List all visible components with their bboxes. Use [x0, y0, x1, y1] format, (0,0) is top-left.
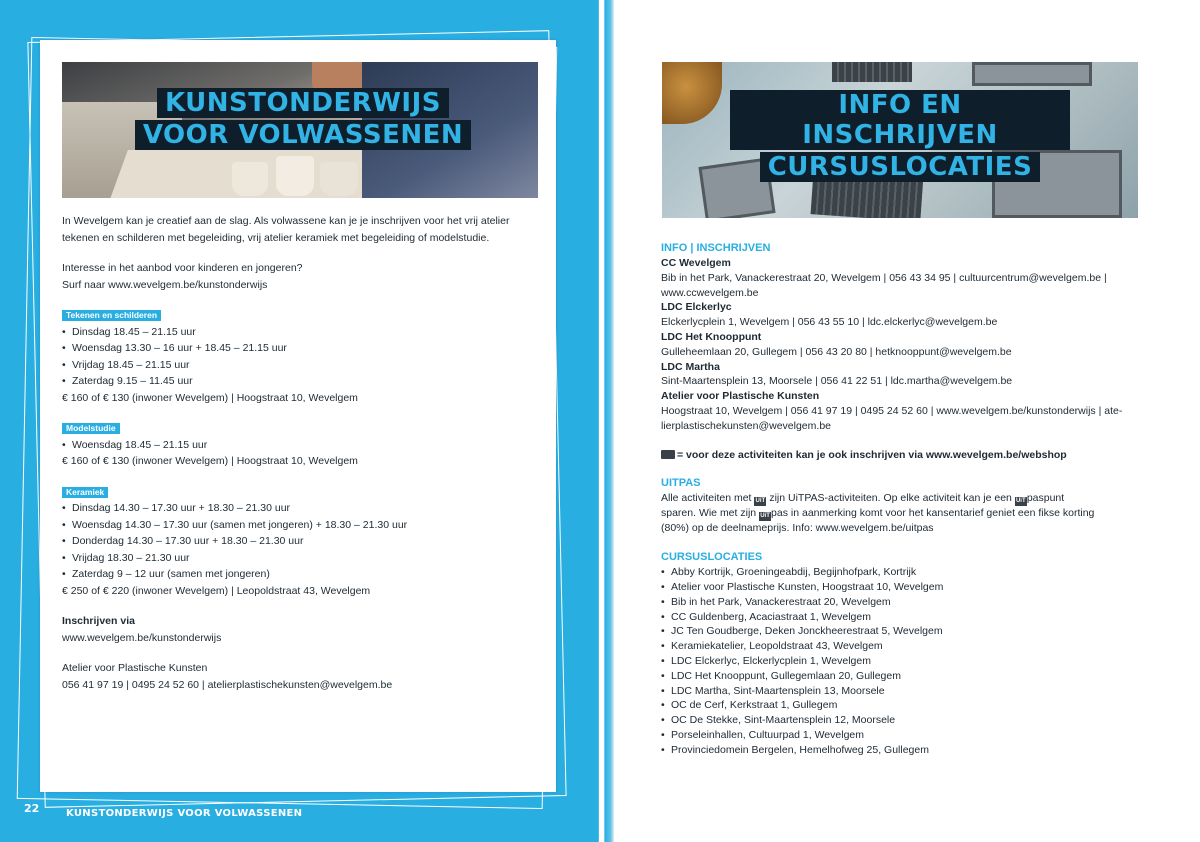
location-item: • JC Ten Goudberge, Deken Jonckheerestraat 5, Wevelgem — [661, 624, 1139, 639]
contact-line: Bib in het Park, Vanackerestraat 20, Wevelgem | 056 43 34 95 | cultuurcentrum@wevelgem.be | — [661, 271, 1107, 284]
webshop-note — [661, 448, 1139, 463]
contact-name: Atelier voor Plastische Kunsten — [661, 390, 820, 403]
location-item: • CC Guldenberg, Acaciastraat 1, Wevelgem — [661, 610, 1139, 625]
uitpas-text: paspunt — [1026, 492, 1065, 505]
contact-line: lierplastischekunsten@wevelgem.be — [661, 419, 831, 432]
uitpas-text: pas in aanmerking komt voor het kansentarief geniet een fikse korting — [771, 507, 1095, 520]
contact-line: Elckerlycplein 1, Wevelgem | 056 43 55 10 | ldc.elckerlyc@wevelgem.be — [661, 316, 998, 329]
list-item: • Dinsdag 18.45 – 21.15 uur — [62, 324, 542, 341]
section-tag: Modelstudie — [62, 423, 120, 434]
location-item: • OC De Stekke, Sint-Maartensplein 12, Moorsele — [661, 713, 1139, 728]
webshop-cart-icon — [661, 450, 675, 459]
location-item: • Abby Kortrijk, Groeningeabdij, Begijnhofpark, Kortrijk — [661, 565, 1139, 580]
uitpas-text: sparen. Wie met zijn — [661, 507, 757, 520]
contact-line: Sint-Maartensplein 13, Moorsele | 056 41 22 51 | ldc.martha@wevelgem.be — [661, 375, 1013, 388]
footer-title: KUNSTONDERWIJS VOOR VOLWASSENEN — [66, 808, 303, 819]
page-number: 22 — [24, 802, 40, 815]
location-item: • OC de Cerf, Kerkstraat 1, Gullegem — [661, 698, 1139, 713]
atelier-contact: 056 41 97 19 | 0495 24 52 60 | atelierplastischekunsten@wevelgem.be — [62, 678, 393, 691]
contact-name: CC Wevelgem — [661, 257, 731, 269]
list-item: • Vrijdag 18.30 – 21.30 uur — [62, 550, 542, 567]
list-item: • Donderdag 14.30 – 17.30 uur + 18.30 – 21.30 uur — [62, 533, 542, 550]
section-tag: Keramiek — [62, 487, 108, 498]
intro-paragraph: In Wevelgem kan je creatief aan de slag. Als volwassene kan je je inschrijven voor het vrij atelier tekenen en schilderen met begeleiding, vrij atelier keramiek met begeleiding of modelstudie. — [62, 215, 510, 244]
inschrijven-link[interactable]: www.wevelgem.be/kunstonderwijs — [62, 631, 222, 644]
location-item: • LDC Elckerlyc, Elckerlycplein 1, Wevelgem — [661, 654, 1139, 669]
book-spine — [592, 0, 614, 842]
location-item: • Keramiekatelier, Leopoldstraat 43, Wevelgem — [661, 639, 1139, 654]
page-footer — [0, 800, 592, 830]
inschrijven-title: Inschrijven via — [62, 615, 135, 627]
uitpas-text: (80%) op de deelnameprijs. Info: www.wevelgem.be/uitpas — [661, 522, 934, 535]
uitpas-paragraph — [661, 491, 1139, 536]
schedule-list — [62, 324, 542, 390]
right-banner-title — [730, 90, 1070, 182]
contact-name: LDC Het Knooppunt — [661, 330, 762, 343]
contact-name: LDC Elckerlyc — [661, 301, 732, 314]
interest-line: Interesse in het aanbod voor kinderen en jongeren? — [62, 262, 303, 274]
location-item: • Provinciedomein Bergelen, Hemelhofweg 25, Gullegem — [661, 743, 1139, 758]
left-body-text — [62, 213, 542, 693]
location-item: • Porseleinhallen, Cultuurpad 1, Wevelgem — [661, 728, 1139, 743]
webshop-note-text: = voor deze activiteiten kan je ook inschrijven via www.wevelgem.be/webshop — [677, 448, 1067, 461]
banner-line: CURSUSLOCATIES — [760, 152, 1041, 182]
interest-link[interactable]: Surf naar www.wevelgem.be/kunstonderwijs — [62, 278, 268, 291]
banner-line: VOOR VOLWASSENEN — [135, 120, 471, 150]
uitpas-icon: UiT — [755, 498, 766, 505]
contact-name: LDC Martha — [661, 360, 720, 373]
uitpas-text: zijn UiTPAS-activiteiten. Op elke activiteit kan je een — [769, 492, 1012, 505]
price-line: € 250 of € 220 (inwoner Wevelgem) | Leopoldstraat 43, Wevelgem — [62, 584, 371, 597]
banner-line: INFO EN INSCHRIJVEN — [730, 90, 1070, 150]
contact-line: Gulleheemlaan 20, Gullegem | 056 43 20 80 | hetknooppunt@wevelgem.be — [661, 345, 1012, 358]
list-item: • Woensdag 18.45 – 21.15 uur — [62, 437, 542, 454]
location-item: • LDC Het Knooppunt, Gullegemlaan 20, Gullegem — [661, 669, 1139, 684]
list-item: • Dinsdag 14.30 – 17.30 uur + 18.30 – 21.30 uur — [62, 500, 542, 517]
list-item: • Woensdag 14.30 – 17.30 uur (samen met jongeren) + 18.30 – 21.30 uur — [62, 517, 542, 534]
schedule-list — [62, 500, 542, 583]
location-item: • Bib in het Park, Vanackerestraat 20, Wevelgem — [661, 595, 1139, 610]
location-item: • Atelier voor Plastische Kunsten, Hoogstraat 10, Wevelgem — [661, 580, 1139, 595]
locations-list — [661, 565, 1139, 757]
atelier-name: Atelier voor Plastische Kunsten — [62, 662, 208, 674]
contact-line: www.ccwevelgem.be — [661, 286, 759, 299]
list-item: • Zaterdag 9.15 – 11.45 uur — [62, 373, 542, 390]
uitpas-icon: UiT — [760, 513, 770, 520]
list-item: • Woensdag 13.30 – 16 uur + 18.45 – 21.15 uur — [62, 340, 542, 357]
contact-line: Hoogstraat 10, Wevelgem | 056 41 97 19 | 0495 24 52 60 | www.wevelgem.be/kunstonderwijs | ate- — [661, 404, 1123, 417]
location-item: • LDC Martha, Sint-Maartensplein 13, Moorsele — [661, 684, 1139, 699]
list-item: • Zaterdag 9 – 12 uur (samen met jongeren) — [62, 566, 542, 583]
price-line: € 160 of € 130 (inwoner Wevelgem) | Hoogstraat 10, Wevelgem — [62, 391, 358, 404]
uitpas-heading: UITPAS — [661, 477, 701, 490]
schedule-list — [62, 437, 542, 454]
info-heading: INFO | INSCHRIJVEN — [661, 242, 771, 254]
uitpas-text: Alle activiteiten met — [661, 492, 752, 505]
right-body-text — [661, 241, 1139, 758]
list-item: • Vrijdag 18.45 – 21.15 uur — [62, 357, 542, 374]
left-banner-title — [130, 88, 476, 152]
uitpas-icon: UiT — [1015, 498, 1026, 505]
section-tag: Tekenen en schilderen — [62, 310, 161, 321]
banner-line: KUNSTONDERWIJS — [157, 88, 449, 118]
price-line: € 160 of € 130 (inwoner Wevelgem) | Hoogstraat 10, Wevelgem — [62, 455, 358, 467]
locations-heading: CURSUSLOCATIES — [661, 551, 763, 564]
